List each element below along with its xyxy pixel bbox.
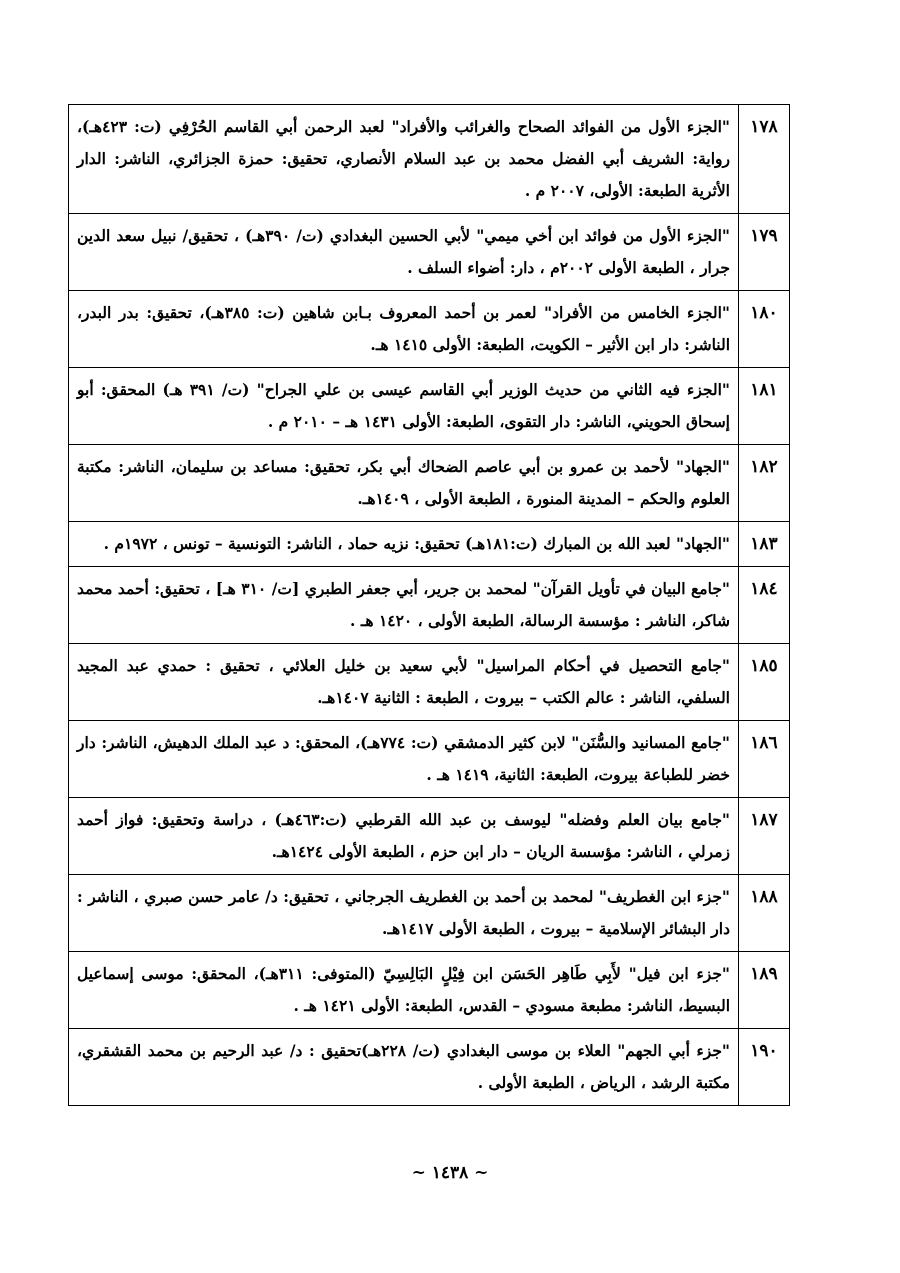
references-page [68, 104, 790, 1106]
table-row [69, 721, 790, 798]
entry-text: "جزء ابن الغطريف" لمحمد بن أحمد بن الغطريف الجرجاني ، تحقيق: د/ عامر حسن صبري ، الناشر : دار البشائر الإسلامية – بيروت ، الطبعة الأولى ١٤١٧هـ. [69, 875, 739, 952]
entry-text: "الجهاد" لعبد الله بن المبارك (ت:١٨١هـ) تحقيق: نزيه حماد ، الناشر: التونسية – تونس ، ١٩٧٢م . [69, 522, 739, 567]
table-row [69, 875, 790, 952]
entry-number: ١٨٣ [739, 522, 790, 567]
entry-number: ١٧٨ [739, 105, 790, 214]
entry-text: "الجهاد" لأحمد بن عمرو بن أبي عاصم الضحاك أبي بكر، تحقيق: مساعد بن سليمان، الناشر: مكتبة العلوم والحكم – المدينة المنورة ، الطبعة الأولى ، ١٤٠٩هـ. [69, 445, 739, 522]
entry-number: ١٩٠ [739, 1029, 790, 1106]
page-number: ~ ١٤٣٨ ~ [411, 1163, 489, 1183]
entry-text: "الجزء الأول من الفوائد الصحاح والغرائب والأفراد" لعبد الرحمن أبي القاسم الحُرْفِي (ت: ٤٢٣هـ)، رواية: الشريف أبي الفضل محمد بن عبد السلام الأنصاري، تحقيق: حمزة الجزائري، الناشر: الدار الأثرية الطبعة: الأولى، ٢٠٠٧ م . [69, 105, 739, 214]
references-table-body [69, 105, 790, 1106]
table-row [69, 952, 790, 1029]
entry-number: ١٨٠ [739, 291, 790, 368]
table-row [69, 567, 790, 644]
table-row [69, 105, 790, 214]
entry-number: ١٨٦ [739, 721, 790, 798]
table-row [69, 291, 790, 368]
entry-number: ١٨٤ [739, 567, 790, 644]
entry-text: "الجزء الأول من فوائد ابن أخي ميمي" لأبي الحسين البغدادي (ت/ ٣٩٠هـ) ، تحقيق/ نبيل سعد الدين جرار ، الطبعة الأولى ٢٠٠٢م ، دار: أضواء السلف . [69, 214, 739, 291]
table-row [69, 798, 790, 875]
table-row [69, 522, 790, 567]
entry-text: "الجزء الخامس من الأفراد" لعمر بن أحمد المعروف بـابن شاهين (ت: ٣٨٥هـ)، تحقيق: بدر البدر، الناشر: دار ابن الأثير – الكويت، الطبعة: الأولى ١٤١٥ هـ. [69, 291, 739, 368]
table-row [69, 1029, 790, 1106]
entry-number: ١٧٩ [739, 214, 790, 291]
entry-number: ١٨٥ [739, 644, 790, 721]
entry-number: ١٨٧ [739, 798, 790, 875]
entry-text: "الجزء فيه الثاني من حديث الوزير أبي القاسم عيسى بن علي الجراح" (ت/ ٣٩١ هـ) المحقق: أبو إسحاق الحويني، الناشر: دار التقوى، الطبعة: الأولى ١٤٣١ هـ – ٢٠١٠ م . [69, 368, 739, 445]
entry-text: "جامع التحصيل في أحكام المراسيل" لأبي سعيد بن خليل العلائي ، تحقيق : حمدي عبد المجيد السلفي، الناشر : عالم الكتب – بيروت ، الطبعة : الثانية ١٤٠٧هـ. [69, 644, 739, 721]
table-row [69, 214, 790, 291]
entry-text: "جامع البيان في تأويل القرآن" لمحمد بن جرير، أبي جعفر الطبري [ت/ ٣١٠ هـ] ، تحقيق: أحمد محمد شاكر، الناشر : مؤسسة الرسالة، الطبعة الأولى ، ١٤٢٠ هـ . [69, 567, 739, 644]
entry-text: "جزء ابن فيل" لأَبِي طَاهِر الحَسَن ابن فِيْلٍ البَالِسِيّ (المتوفى: ٣١١هـ)، المحقق: موسى إسماعيل البسيط، الناشر: مطبعة مسودي – القدس، الطبعة: الأولى ١٤٢١ هـ . [69, 952, 739, 1029]
entry-text: "جامع بيان العلم وفضله" ليوسف بن عبد الله القرطبي (ت:٤٦٣هـ) ، دراسة وتحقيق: فواز أحمد زمرلي ، الناشر: مؤسسة الريان – دار ابن حزم ، الطبعة الأولى ١٤٢٤هـ. [69, 798, 739, 875]
entry-number: ١٨١ [739, 368, 790, 445]
table-row [69, 644, 790, 721]
table-row [69, 445, 790, 522]
entry-number: ١٨٨ [739, 875, 790, 952]
table-row [69, 368, 790, 445]
entry-number: ١٨٩ [739, 952, 790, 1029]
entry-text: "جزء أبي الجهم" العلاء بن موسى البغدادي (ت/ ٢٢٨هـ)تحقيق : د/ عبد الرحيم بن محمد القشقري، مكتبة الرشد ، الرياض ، الطبعة الأولى . [69, 1029, 739, 1106]
references-table [68, 104, 790, 1106]
entry-text: "جامع المسانيد والسُّنَن" لابن كثير الدمشقي (ت: ٧٧٤هـ)، المحقق: د عبد الملك الدهيش، الناشر: دار خضر للطباعة بيروت، الطبعة: الثانية، ١٤١٩ هـ . [69, 721, 739, 798]
entry-number: ١٨٢ [739, 445, 790, 522]
